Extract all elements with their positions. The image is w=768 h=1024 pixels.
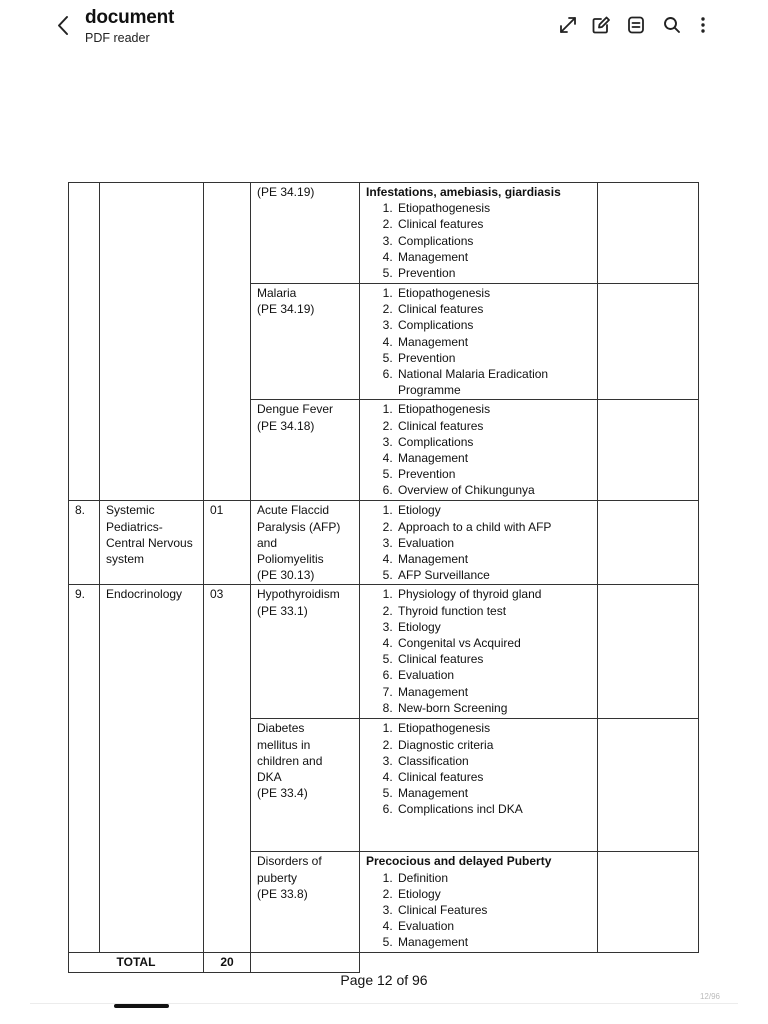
list-item: 2. Clinical features bbox=[396, 216, 591, 232]
outline-icon[interactable] bbox=[625, 14, 647, 36]
subtopic-line: and bbox=[257, 535, 278, 550]
blank-cell bbox=[598, 501, 699, 585]
topic-cell: Systemic Pediatrics-Central Nervous system bbox=[100, 501, 204, 585]
list-item: 4. Congenital vs Acquired bbox=[396, 635, 591, 651]
subtopic-line: (PE 34.18) bbox=[257, 418, 315, 433]
outcomes-cell bbox=[360, 501, 598, 585]
list-item: 3. Complications bbox=[396, 434, 591, 450]
list-item: 4. Management bbox=[396, 450, 591, 466]
blank-cell bbox=[360, 953, 598, 972]
back-icon[interactable] bbox=[52, 12, 76, 40]
list-item: 4. Management bbox=[396, 551, 591, 567]
list-item: 6. Overview of Chikungunya bbox=[396, 482, 591, 498]
subtopic-line: (PE 34.19) bbox=[257, 302, 315, 317]
app-toolbar bbox=[0, 0, 768, 56]
subtopic-cell bbox=[251, 585, 360, 719]
subtopic-line: Acute Flaccid bbox=[257, 503, 330, 518]
home-indicator[interactable] bbox=[114, 1004, 169, 1008]
page-number-label: Page 12 of 96 bbox=[340, 972, 428, 988]
hours-cell bbox=[204, 183, 251, 501]
blank-cell bbox=[598, 183, 699, 284]
subtopic-cell bbox=[251, 501, 360, 585]
outcomes-list bbox=[366, 502, 591, 583]
list-item: 2. Etiology bbox=[396, 886, 591, 902]
subtopic-line: Dengue Fever bbox=[257, 402, 334, 417]
subtopic-line: Diabetes bbox=[257, 721, 305, 736]
list-item: 5. Prevention bbox=[396, 265, 591, 281]
page-indicator: 12/96 bbox=[699, 992, 720, 1001]
total-row bbox=[69, 953, 699, 972]
app-subtitle: PDF reader bbox=[85, 31, 150, 45]
outcomes-heading: Precocious and delayed Puberty bbox=[366, 854, 552, 869]
document-title: document bbox=[85, 7, 175, 28]
list-item: 3. Classification bbox=[396, 753, 591, 769]
outcomes-cell bbox=[360, 284, 598, 400]
list-item: 4. Management bbox=[396, 334, 591, 350]
list-item: 1. Etiopathogenesis bbox=[396, 200, 591, 216]
subtopic-cell bbox=[251, 719, 360, 852]
subtopic-line: (PE 33.1) bbox=[257, 603, 308, 618]
blank-cell bbox=[598, 400, 699, 501]
list-item: 5. Management bbox=[396, 934, 591, 950]
table-row bbox=[69, 501, 699, 585]
list-item: 1. Physiology of thyroid gland bbox=[396, 586, 591, 602]
list-item: 5. Prevention bbox=[396, 350, 591, 366]
list-item: 6. Complications incl DKA bbox=[396, 801, 591, 817]
list-item: 1. Etiopathogenesis bbox=[396, 720, 591, 736]
outcomes-list bbox=[366, 401, 591, 498]
row-number bbox=[69, 183, 100, 501]
outcomes-cell bbox=[360, 852, 598, 953]
pdf-page[interactable] bbox=[0, 56, 768, 1004]
subtopic-line: DKA bbox=[257, 770, 282, 785]
total-empty-cell bbox=[251, 953, 360, 972]
table-row bbox=[69, 585, 699, 719]
subtopic-cell bbox=[251, 400, 360, 501]
subtopic-cell bbox=[251, 183, 360, 284]
edit-icon[interactable] bbox=[590, 14, 612, 36]
total-label: TOTAL bbox=[69, 953, 204, 972]
subtopic-line: (PE 30.13) bbox=[257, 568, 315, 583]
list-item: 3. Complications bbox=[396, 317, 591, 333]
table-row bbox=[69, 183, 699, 284]
list-item: 3. Etiology bbox=[396, 619, 591, 635]
subtopic-line: (PE 34.19) bbox=[257, 185, 315, 199]
list-item: 8. New-born Screening bbox=[396, 700, 591, 716]
outcomes-list bbox=[366, 720, 591, 817]
hours-cell: 03 bbox=[204, 585, 251, 953]
list-item: 2. Thyroid function test bbox=[396, 603, 591, 619]
list-item: 2. Diagnostic criteria bbox=[396, 737, 591, 753]
list-item: 2. Clinical features bbox=[396, 418, 591, 434]
subtopic-line: (PE 33.8) bbox=[257, 886, 308, 901]
list-item: 5. Prevention bbox=[396, 466, 591, 482]
list-item: 5. Management bbox=[396, 785, 591, 801]
list-item: 7. Management bbox=[396, 684, 591, 700]
list-item: 3. Evaluation bbox=[396, 535, 591, 551]
outcomes-cell bbox=[360, 719, 598, 852]
list-item: 2. Approach to a child with AFP bbox=[396, 519, 591, 535]
list-item: 2. Clinical features bbox=[396, 301, 591, 317]
blank-cell bbox=[598, 719, 699, 852]
search-icon[interactable] bbox=[661, 14, 683, 36]
expand-icon[interactable] bbox=[557, 14, 579, 36]
topic-cell bbox=[100, 183, 204, 501]
list-item: 4. Management bbox=[396, 249, 591, 265]
list-item: 6. Evaluation bbox=[396, 667, 591, 683]
list-item: 1. Definition bbox=[396, 870, 591, 886]
list-item: 4. Clinical features bbox=[396, 769, 591, 785]
subtopic-line: mellitus in bbox=[257, 737, 311, 752]
subtopic-line: children and bbox=[257, 753, 323, 768]
outcomes-heading: Infestations, amebiasis, giardiasis bbox=[366, 185, 561, 199]
list-item: 4. Evaluation bbox=[396, 918, 591, 934]
subtopic-line: Disorders of bbox=[257, 854, 322, 869]
subtopic-cell bbox=[251, 852, 360, 953]
row-number: 9. bbox=[69, 585, 100, 953]
list-item: 3. Clinical Features bbox=[396, 902, 591, 918]
subtopic-line: (PE 33.4) bbox=[257, 786, 308, 801]
blank-cell bbox=[598, 585, 699, 719]
outcomes-list bbox=[366, 586, 591, 716]
subtopic-cell bbox=[251, 284, 360, 400]
subtopic-line: Paralysis (AFP) bbox=[257, 519, 341, 534]
blank-cell bbox=[598, 852, 699, 953]
subtopic-line: Poliomyelitis bbox=[257, 552, 324, 567]
blank-cell bbox=[598, 284, 699, 400]
list-item: 3. Complications bbox=[396, 233, 591, 249]
outcomes-list bbox=[366, 870, 591, 951]
syllabus-table bbox=[68, 182, 699, 973]
subtopic-line: Malaria bbox=[257, 286, 297, 300]
outcomes-cell bbox=[360, 400, 598, 501]
hours-cell: 01 bbox=[204, 501, 251, 585]
list-item: 1. Etiopathogenesis bbox=[396, 285, 591, 301]
list-item: 6. National Malaria Eradication Programme bbox=[396, 366, 591, 398]
blank-cell bbox=[598, 953, 699, 972]
outcomes-cell bbox=[360, 183, 598, 284]
total-hours: 20 bbox=[204, 953, 251, 972]
list-item: 5. AFP Surveillance bbox=[396, 567, 591, 583]
list-item: 1. Etiopathogenesis bbox=[396, 401, 591, 417]
topic-cell: Endocrinology bbox=[100, 585, 204, 953]
outcomes-cell bbox=[360, 585, 598, 719]
list-item: 5. Clinical features bbox=[396, 651, 591, 667]
list-item: 1. Etiology bbox=[396, 502, 591, 518]
subtopic-line: puberty bbox=[257, 870, 298, 885]
row-number: 8. bbox=[69, 501, 100, 585]
more-icon[interactable] bbox=[692, 14, 714, 36]
outcomes-list bbox=[366, 200, 591, 281]
outcomes-list bbox=[366, 285, 591, 398]
subtopic-line: Hypothyroidism bbox=[257, 587, 340, 602]
